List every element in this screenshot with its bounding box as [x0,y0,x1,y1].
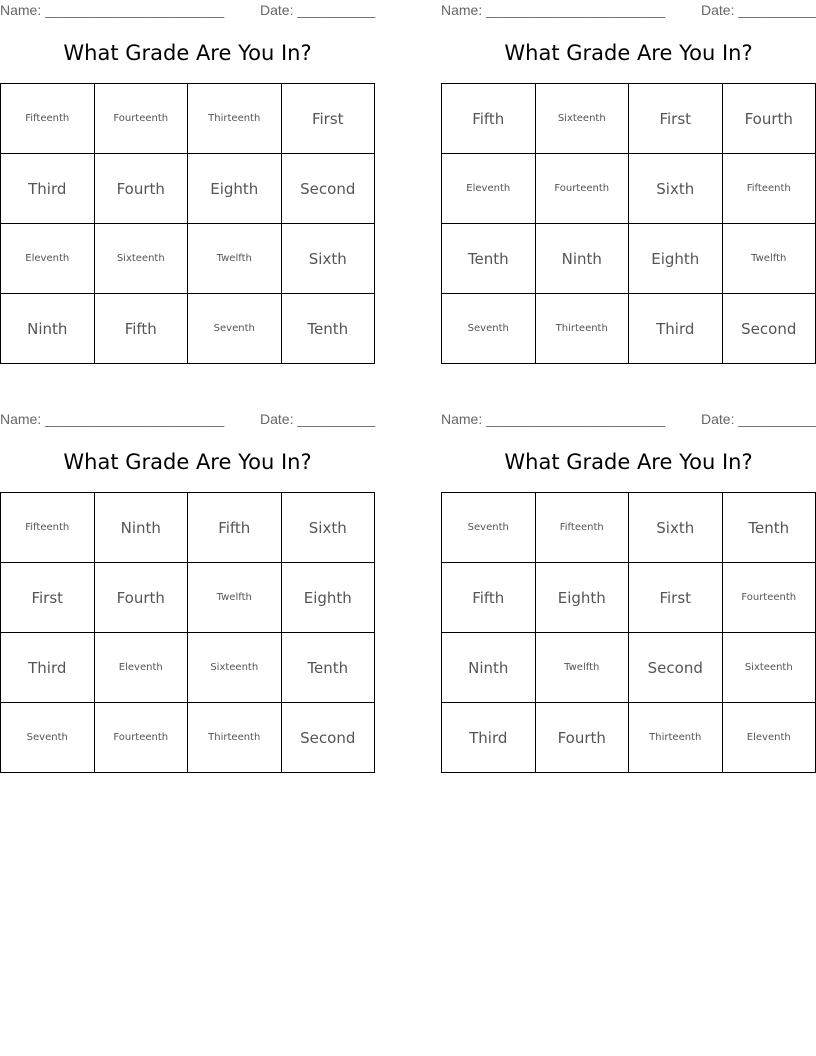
bingo-card [441,409,816,774]
grid-cell: Second [629,633,723,703]
grid-cell: Third [442,703,536,773]
grid-cell: Fifth [188,493,282,563]
grid-cell: Fourth [722,84,816,154]
grid-cell: Thirteenth [629,703,723,773]
bingo-grid [0,492,375,773]
grid-cell: Thirteenth [188,84,282,154]
grid-cell: Fourteenth [722,563,816,633]
grid-cell: Sixteenth [535,84,629,154]
card-header [441,411,816,427]
grid-cell: Third [629,294,723,364]
grid-cell: Third [1,633,95,703]
grid-cell: Twelfth [188,563,282,633]
grid-cell: First [629,84,723,154]
bingo-card [441,0,816,365]
bingo-grid [441,83,816,364]
grid-cell: Seventh [188,294,282,364]
grid-cell: Twelfth [188,224,282,294]
grid-cell: Sixth [281,493,375,563]
card-title: What Grade Are You In? [504,41,753,65]
grid-cell: Fourteenth [94,703,188,773]
grid-cell: Sixteenth [94,224,188,294]
name-field: Name: _______________________ [441,2,666,18]
grid-row [1,703,375,773]
grid-cell: Fourth [94,154,188,224]
date-field: Date: __________ [701,2,816,18]
card-title: What Grade Are You In? [504,450,753,474]
grid-cell: Fifth [94,294,188,364]
grid-cell: Eighth [281,563,375,633]
grid-cell: Twelfth [535,633,629,703]
grid-cell: Fourteenth [94,84,188,154]
grid-row [442,633,816,703]
card-header [0,2,375,18]
grid-cell: Tenth [281,633,375,703]
grid-cell: Fourteenth [535,154,629,224]
grid-cell: Thirteenth [535,294,629,364]
card-title: What Grade Are You In? [63,41,312,65]
grid-cell: Twelfth [722,224,816,294]
bingo-grid [0,83,375,364]
grid-cell: Eighth [629,224,723,294]
date-field: Date: __________ [701,411,816,427]
bingo-card [0,409,375,774]
grid-cell: Seventh [1,703,95,773]
name-field: Name: _______________________ [0,411,225,427]
grid-cell: Fifth [442,84,536,154]
grid-row [442,703,816,773]
grid-cell: Seventh [442,294,536,364]
grid-row [1,493,375,563]
grid-cell: Fifth [442,563,536,633]
grid-cell: Second [281,154,375,224]
grid-cell: First [629,563,723,633]
card-header [441,2,816,18]
grid-cell: Fifteenth [535,493,629,563]
name-field: Name: _______________________ [441,411,666,427]
grid-cell: Tenth [442,224,536,294]
grid-cell: Sixteenth [722,633,816,703]
grid-cell: Sixth [629,493,723,563]
card-header [0,411,375,427]
grid-cell: Sixteenth [188,633,282,703]
grid-cell: Ninth [1,294,95,364]
grid-row [1,633,375,703]
grid-cell: Tenth [281,294,375,364]
grid-row [1,154,375,224]
grid-cell: Seventh [442,493,536,563]
grid-cell: Sixth [629,154,723,224]
grid-cell: Tenth [722,493,816,563]
grid-cell: Eighth [188,154,282,224]
grid-cell: Eleventh [1,224,95,294]
grid-cell: First [1,563,95,633]
bingo-grid [441,492,816,773]
grid-row [1,563,375,633]
grid-cell: Fifteenth [722,154,816,224]
grid-cell: Ninth [442,633,536,703]
grid-row [442,493,816,563]
grid-cell: Eleventh [722,703,816,773]
grid-cell: Third [1,154,95,224]
grid-cell: Fifteenth [1,84,95,154]
grid-row [442,154,816,224]
grid-row [1,224,375,294]
date-field: Date: __________ [260,2,376,18]
grid-row [442,563,816,633]
grid-cell: Eleventh [94,633,188,703]
card-title: What Grade Are You In? [63,450,312,474]
grid-cell: Thirteenth [188,703,282,773]
grid-row [442,224,816,294]
grid-cell: Eighth [535,563,629,633]
grid-row [442,294,816,364]
grid-cell: Ninth [535,224,629,294]
grid-cell: Fourth [94,563,188,633]
grid-cell: First [281,84,375,154]
grid-cell: Fifteenth [1,493,95,563]
grid-cell: Second [281,703,375,773]
bingo-card [0,0,375,365]
grid-cell: Eleventh [442,154,536,224]
grid-cell: Fourth [535,703,629,773]
grid-cell: Sixth [281,224,375,294]
name-field: Name: _______________________ [0,2,225,18]
grid-cell: Second [722,294,816,364]
grid-row [1,84,375,154]
grid-row [442,84,816,154]
grid-cell: Ninth [94,493,188,563]
date-field: Date: __________ [260,411,376,427]
grid-row [1,294,375,364]
